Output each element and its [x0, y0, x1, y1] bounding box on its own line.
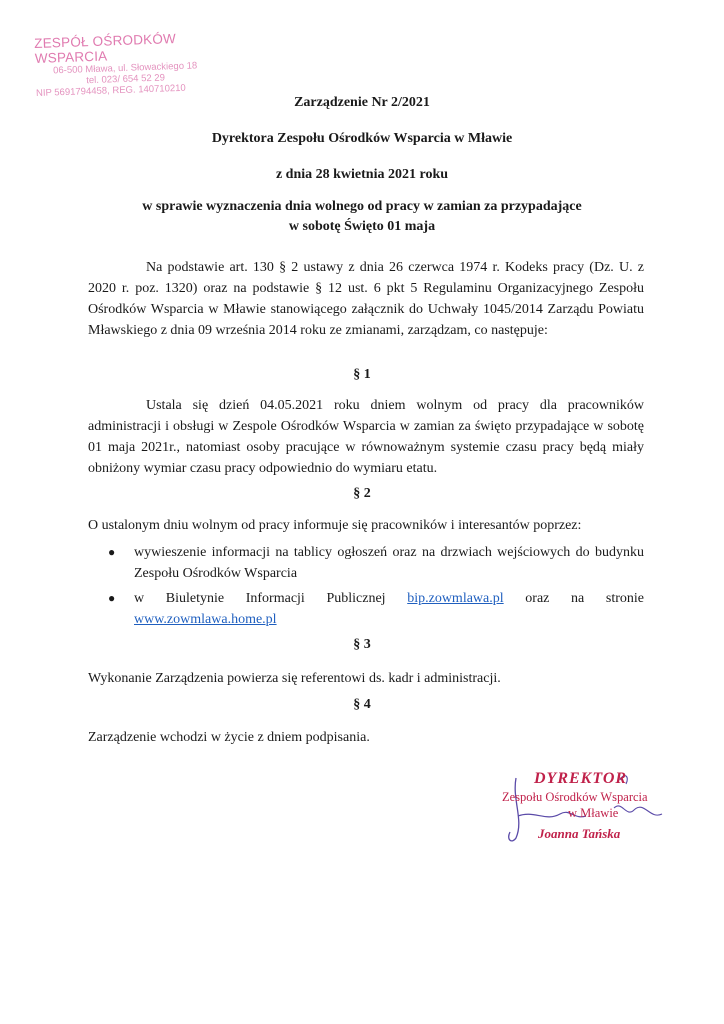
document-date: z dnia 28 kwietnia 2021 roku — [275, 167, 449, 182]
document-issuer: Dyrektora Zespołu Ośrodków Wsparcia w Mławie — [211, 131, 513, 146]
section-2-mark: § 2 — [353, 486, 371, 501]
signature-name: Joanna Tańska — [538, 826, 621, 841]
list-item — [108, 542, 644, 584]
section-2-text: O ustalonym dniu wolnym od pracy informuje się pracowników i interesantów poprzez: — [88, 518, 582, 533]
bip-link[interactable]: bip.zowmlawa.pl — [407, 591, 504, 606]
section-1-mark: § 1 — [353, 367, 371, 382]
bullet-icon: ● — [108, 591, 116, 605]
stamp-org-name: ZESPÓŁ OŚRODKÓW WSPARCIA — [34, 31, 177, 66]
signature-title: DYREKTOR — [534, 770, 628, 787]
section-3-mark: § 3 — [353, 637, 371, 652]
document-title: Zarządzenie Nr 2/2021 — [294, 95, 430, 110]
intro-paragraph: Na podstawie art. 130 § 2 ustawy z dnia 26 czerwca 1974 r. Kodeks pracy (Dz. U. z 2020 r. poz. 1320) oraz na podstawie § 12 ust. 6 pkt 5 Regulaminu Organizacyjnego Zespołu Ośrodków Wsparcia w Mławie stanowiącego załącznik do Uchwały 1045/2014 Zarządu Powiatu Mławskiego z dnia 09 września 2014 roku ze zmianami, zarządzam, co następuje: — [88, 260, 644, 338]
section-4-mark: § 4 — [353, 697, 371, 712]
subject-line-1: w sprawie wyznaczenia dnia wolnego od pracy w zamian za przypadające — [142, 199, 582, 214]
stamp-phone: tel. 023/ 654 52 29 — [86, 72, 166, 87]
stamp-address: 06-500 Mława, ul. Słowackiego 18 — [52, 60, 198, 77]
bullet-text-part: oraz na stronie — [503, 591, 644, 606]
subject-line-2: w sobotę Święto 01 maja — [288, 219, 436, 234]
website-link[interactable]: www.zowmlawa.home.pl — [134, 612, 277, 627]
stamp-nip: NIP 5691794458, REG. 140710210 — [35, 82, 186, 99]
bullet-text: wywieszenie informacji na tablicy ogłoszeń oraz na drzwiach wejściowych do budynku Zespołu Ośrodków Wsparcia — [134, 545, 644, 581]
signature-stamp — [494, 770, 684, 850]
signature-org: Zespołu Ośrodków Wsparcia — [502, 790, 648, 804]
signature-city: w Mławie — [568, 806, 619, 820]
section-3-text: Wykonanie Zarządzenia powierza się referentowi ds. kadr i administracji. — [88, 671, 501, 686]
bullet-text-part: w Biuletynie Informacji Publicznej — [134, 591, 408, 606]
section-4-text: Zarządzenie wchodzi w życie z dniem podpisania. — [88, 730, 370, 745]
list-item — [108, 588, 644, 630]
section-1-text: Ustala się dzień 04.05.2021 roku dniem wolnym od pracy dla pracowników administracji i obsługi w Zespole Ośrodków Wsparcia w zamian za święto przypadające w sobotę 01 maja 2021r., natomiast osoby pracujące w równoważnym systemie czasu pracy będą miały obniżony wymiar czasu pracy odpowiednio do wymiaru etatu. — [88, 398, 644, 476]
organization-stamp — [34, 30, 216, 99]
bullet-icon: ● — [108, 545, 116, 559]
bullet-text — [134, 588, 644, 630]
